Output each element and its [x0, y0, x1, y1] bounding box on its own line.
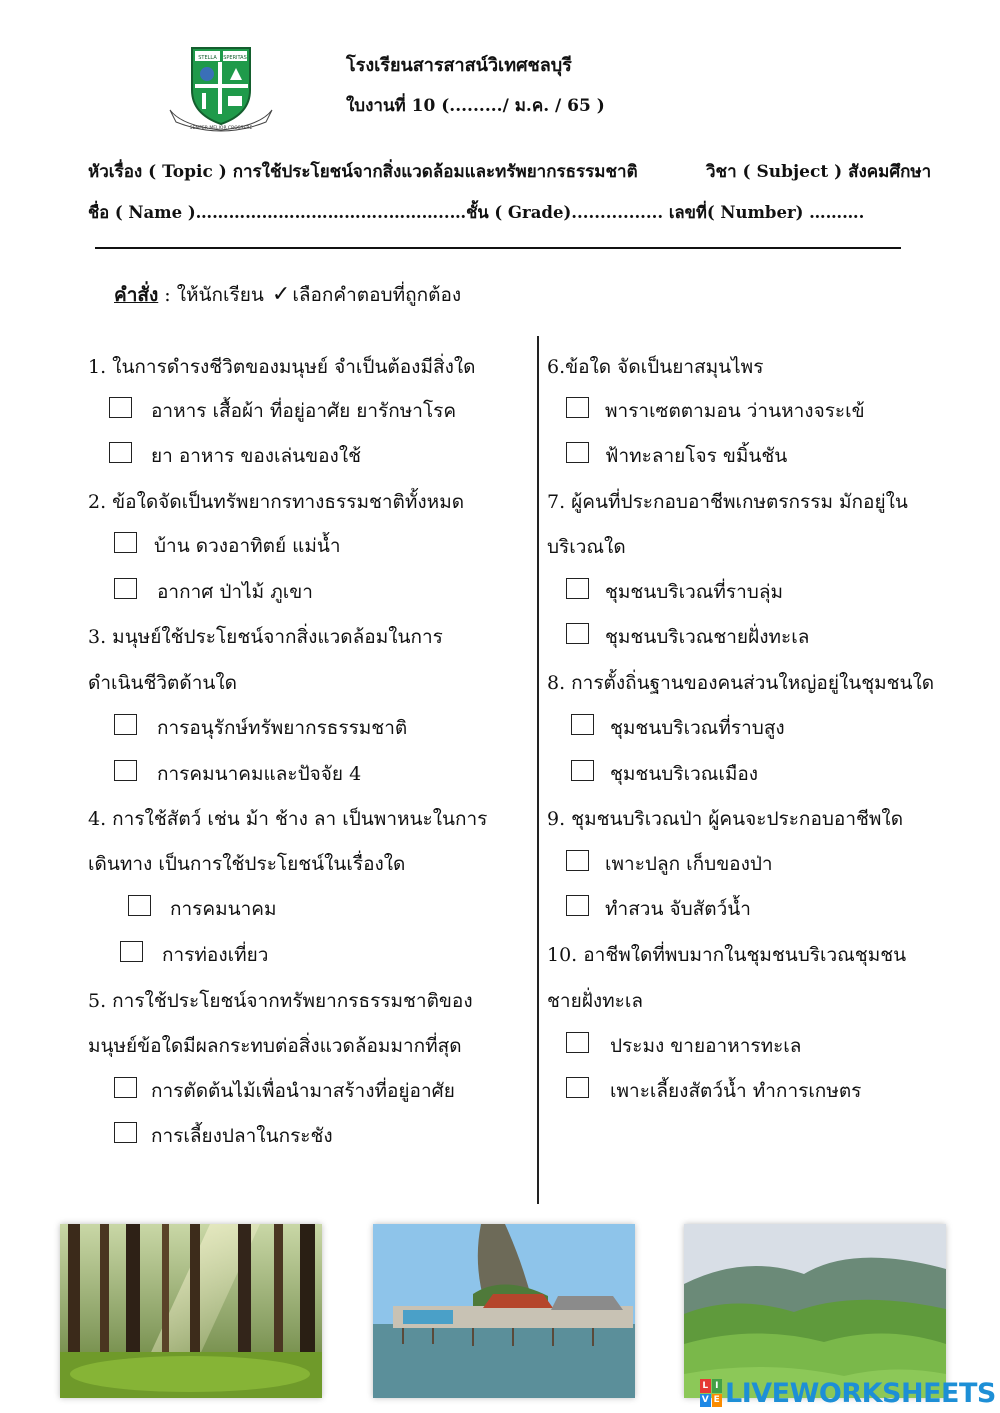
topic-label: หัวเรื่อง ( Topic ) การใช้ประโยชน์จากสิ่งแวดล้อมและทรัพยากรธรรมชาติ [88, 162, 638, 182]
checkbox-q9-opt1[interactable] [566, 850, 589, 871]
q5-opt1-label: การตัดต้นไม้เพื่อนำมาสร้างที่อยู่อาศัย [151, 1080, 455, 1102]
q5-opt2-label: การเลี้ยงปลาในกระชัง [151, 1125, 333, 1147]
student-info-line: ชื่อ ( Name )……………………………..………..…ชั้น ( Grade)................ เลขที่( Number) ………. [88, 203, 865, 222]
question-4-line2: เดินทาง เป็นการใช้ประโยชน์ในเรื่องใด [88, 853, 406, 875]
checkbox-q8-opt1[interactable] [571, 714, 594, 735]
q3-opt2-label: การคมนาคมและปัจจัย 4 [157, 763, 362, 785]
question-4: 4. การใช้สัตว์ เช่น ม้า ช้าง ลา เป็นพาหนะในการ [88, 808, 488, 830]
school-logo [162, 44, 280, 138]
checkmark-icon: ✓ [271, 282, 291, 307]
logo-motto: SEMPER MELIOR CROSSERE [189, 126, 253, 131]
coastal-village-photo [373, 1224, 635, 1398]
school-name: โรงเรียนสารสาสน์วิเทศชลบุรี [346, 55, 572, 76]
checkbox-q1-opt2[interactable] [109, 442, 132, 463]
q4-opt2-label: การท่องเที่ยว [162, 944, 269, 966]
q1-opt2-label: ยา อาหาร ของเล่นของใช้ [151, 445, 362, 467]
logo-letter-i: I [712, 1379, 723, 1393]
q10-opt1-label: ประมง ขายอาหารทะเล [610, 1035, 802, 1057]
question-5: 5. การใช้ประโยชน์จากทรัพยากรธรรมชาติของ [88, 990, 473, 1012]
header-divider [95, 247, 901, 249]
question-3-line2: ดำเนินชีวิตด้านใด [88, 672, 237, 694]
checkbox-q4-opt2[interactable] [120, 941, 143, 962]
watermark-text: LIVEWORKSHEETS [725, 1377, 996, 1409]
logo-letter-v: V [701, 1395, 709, 1406]
mountain-photo [684, 1224, 946, 1398]
question-10: 10. อาชีพใดที่พบมากในชุมชนบริเวณชุมชน [547, 944, 907, 966]
worksheet-number: ใบงานที่ 10 (........./ ม.ค. / 65 ) [346, 96, 605, 116]
logo-letter-e: E [712, 1394, 723, 1408]
instruction-text-before: ให้นักเรียน [176, 284, 270, 306]
topic-line [88, 158, 932, 185]
checkbox-q4-opt1[interactable] [128, 895, 151, 916]
liveworksheets-logo-icon [700, 1379, 722, 1407]
instruction-label: คำสั่ง [114, 284, 159, 306]
checkbox-q3-opt2[interactable] [114, 760, 137, 781]
checkbox-q9-opt2[interactable] [566, 895, 589, 916]
q8-opt2-label: ชุมชนบริเวณเมือง [610, 763, 759, 785]
checkbox-q6-opt1[interactable] [566, 397, 589, 418]
question-3: 3. มนุษย์ใช้ประโยชน์จากสิ่งแวดล้อมในการ [88, 626, 443, 648]
q7-opt1-label: ชุมชนบริเวณที่ราบลุ่ม [605, 581, 783, 603]
checkbox-q7-opt2[interactable] [566, 623, 589, 644]
question-1: 1. ในการดำรงชีวิตของมนุษย์ จำเป็นต้องมีสิ่งใด [88, 356, 476, 378]
question-10-line2: ชายฝั่งทะเล [547, 990, 643, 1012]
checkbox-q6-opt2[interactable] [566, 442, 589, 463]
checkbox-q2-opt2[interactable] [114, 578, 137, 599]
column-divider [537, 336, 539, 1204]
q4-opt1-label: การคมนาคม [170, 898, 277, 920]
q2-opt2-label: อากาศ ป่าไม้ ภูเขา [157, 581, 313, 603]
subject-label: วิชา ( Subject ) สังคมศึกษา [706, 162, 932, 182]
checkbox-q3-opt1[interactable] [114, 714, 137, 735]
checkbox-q7-opt1[interactable] [566, 578, 589, 599]
q6-opt1-label: พาราเซตตามอน ว่านหางจระเข้ [605, 400, 865, 422]
question-7: 7. ผู้คนที่ประกอบอาชีพเกษตรกรรม มักอยู่ใน [547, 491, 908, 513]
q8-opt1-label: ชุมชนบริเวณที่ราบสูง [610, 717, 785, 739]
q7-opt2-label: ชุมชนบริเวณชายฝั่งทะเล [605, 626, 810, 648]
question-2: 2. ข้อใดจัดเป็นทรัพยากรทางธรรมชาติทั้งหมด [88, 491, 465, 513]
logo-text-right: SPERITAS [223, 55, 247, 61]
instruction-text-after: เลือกคำตอบที่ถูกต้อง [292, 284, 462, 306]
q3-opt1-label: การอนุรักษ์ทรัพยากรธรรมชาติ [157, 717, 408, 739]
forest-photo [60, 1224, 322, 1398]
question-7-line2: บริเวณใด [547, 536, 626, 558]
checkbox-q8-opt2[interactable] [571, 760, 594, 781]
q1-opt1-label: อาหาร เสื้อผ้า ที่อยู่อาศัย ยารักษาโรค [151, 400, 457, 422]
q9-opt2-label: ทำสวน จับสัตว์น้ำ [605, 898, 751, 920]
checkbox-q5-opt2[interactable] [114, 1122, 137, 1143]
question-6: 6.ข้อใด จัดเป็นยาสมุนไพร [547, 356, 764, 378]
question-8: 8. การตั้งถิ่นฐานของคนส่วนใหญ่อยู่ในชุมชนใด [547, 672, 935, 694]
question-9: 9. ชุมชนบริเวณป่า ผู้คนจะประกอบอาชีพใด [547, 808, 904, 830]
q9-opt1-label: เพาะปลูก เก็บของป่า [605, 853, 773, 875]
instruction [114, 280, 461, 310]
instruction-sep: : [158, 284, 177, 306]
checkbox-q5-opt1[interactable] [114, 1077, 137, 1098]
checkbox-q1-opt1[interactable] [109, 397, 132, 418]
q2-opt1-label: บ้าน ดวงอาทิตย์ แม่น้ำ [154, 535, 341, 557]
logo-text-left: STELLA [198, 55, 217, 61]
q10-opt2-label: เพาะเลี้ยงสัตว์น้ำ ทำการเกษตร [610, 1080, 862, 1102]
q6-opt2-label: ฟ้าทะลายโจร ขมิ้นชัน [605, 445, 788, 467]
liveworksheets-watermark [700, 1376, 996, 1410]
checkbox-q10-opt1[interactable] [566, 1032, 589, 1053]
checkbox-q2-opt1[interactable] [114, 532, 137, 553]
question-5-line2: มนุษย์ข้อใดมีผลกระทบต่อสิ่งแวดล้อมมากที่สุด [88, 1035, 462, 1057]
checkbox-q10-opt2[interactable] [566, 1077, 589, 1098]
logo-letter-l: L [700, 1379, 711, 1393]
